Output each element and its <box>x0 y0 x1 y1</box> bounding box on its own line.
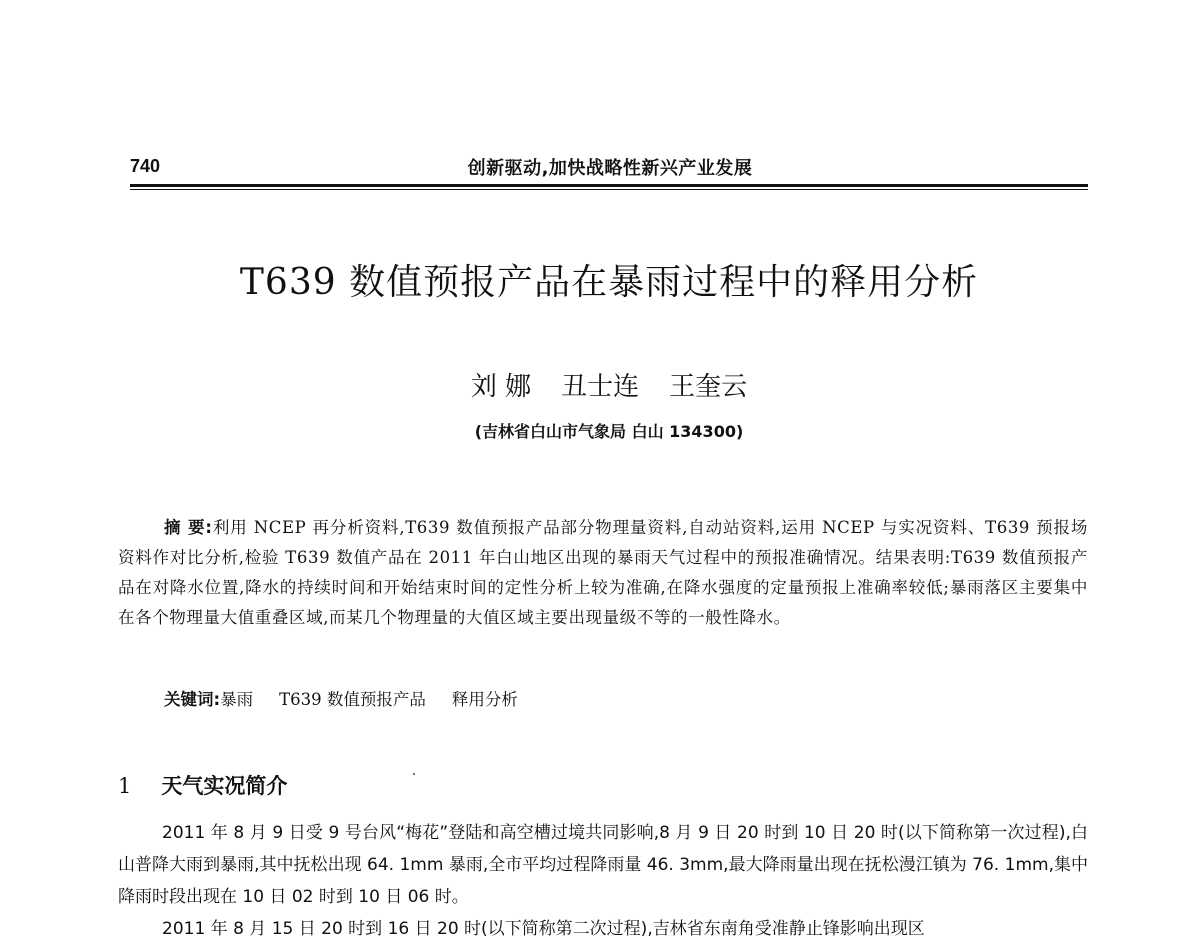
keyword: 释用分析 <box>451 690 518 709</box>
author-name: 丑士连 <box>561 372 640 402</box>
keywords <box>164 685 1084 715</box>
body-paragraph: 2011 年 8 月 15 日 20 时到 16 日 20 时(以下简称第二次过程),吉林省东南角受准静止锋影响出现区 <box>162 919 925 939</box>
author-name: 刘 娜 <box>470 372 532 402</box>
scan-speck <box>413 773 415 775</box>
journal-title: 创新驱动,加快战略性新兴产业发展 <box>467 158 753 179</box>
running-header <box>130 152 1088 182</box>
keyword: T639 数值预报产品 <box>279 690 426 709</box>
section-title: 天气实况简介 <box>161 774 288 798</box>
keywords-label: 关键词: <box>164 690 221 709</box>
abstract-text: 利用 NCEP 再分析资料,T639 数值预报产品部分物理量资料,自动站资料,运用 NCEP 与实况资料、T639 预报场资料作对比分析,检验 T639 数值产品在 2011 年白山地区出现的暴雨天气过程中的预报准确情况。结果表明:T639 数值预报产品在对降水位置,降水的持续时间和开始结束时间的定性分析上较为准确,在降水强度的定量预报上准确率较低;暴雨落区主要集中在各个物理量大值重叠区域,而某几个物理量的大值区域主要出现量级不等的一般性降水。 <box>118 518 1088 627</box>
header-rule-thick <box>130 184 1088 187</box>
section-number: 1 <box>118 774 132 798</box>
abstract <box>118 513 1088 633</box>
section-heading <box>118 770 287 800</box>
keyword: 暴雨 <box>220 690 254 709</box>
paper-title: T639 数值预报产品在暴雨过程中的释用分析 <box>239 262 979 303</box>
author-name: 王奎云 <box>669 372 748 402</box>
body-paragraph: 2011 年 8 月 9 日受 9 号台风“梅花”登陆和高空槽过境共同影响,8 月 9 日 20 时到 10 日 20 时(以下简称第一次过程),白山普降大雨到暴雨,其中抚松出现 64. 1mm 暴雨,全市平均过程降雨量 46. 3mm,最大降雨量出现在抚松漫江镇为 76. 1mm,集中降雨时段出现在 10 日 02 时到 10 日 06 时。 <box>118 823 1088 907</box>
author-list <box>130 366 1088 403</box>
affiliation: (吉林省白山市气象局 白山 134300) <box>474 422 744 441</box>
header-rule-thin <box>130 189 1088 190</box>
abstract-label: 摘 要: <box>164 518 213 537</box>
page-number: 740 <box>130 156 161 176</box>
